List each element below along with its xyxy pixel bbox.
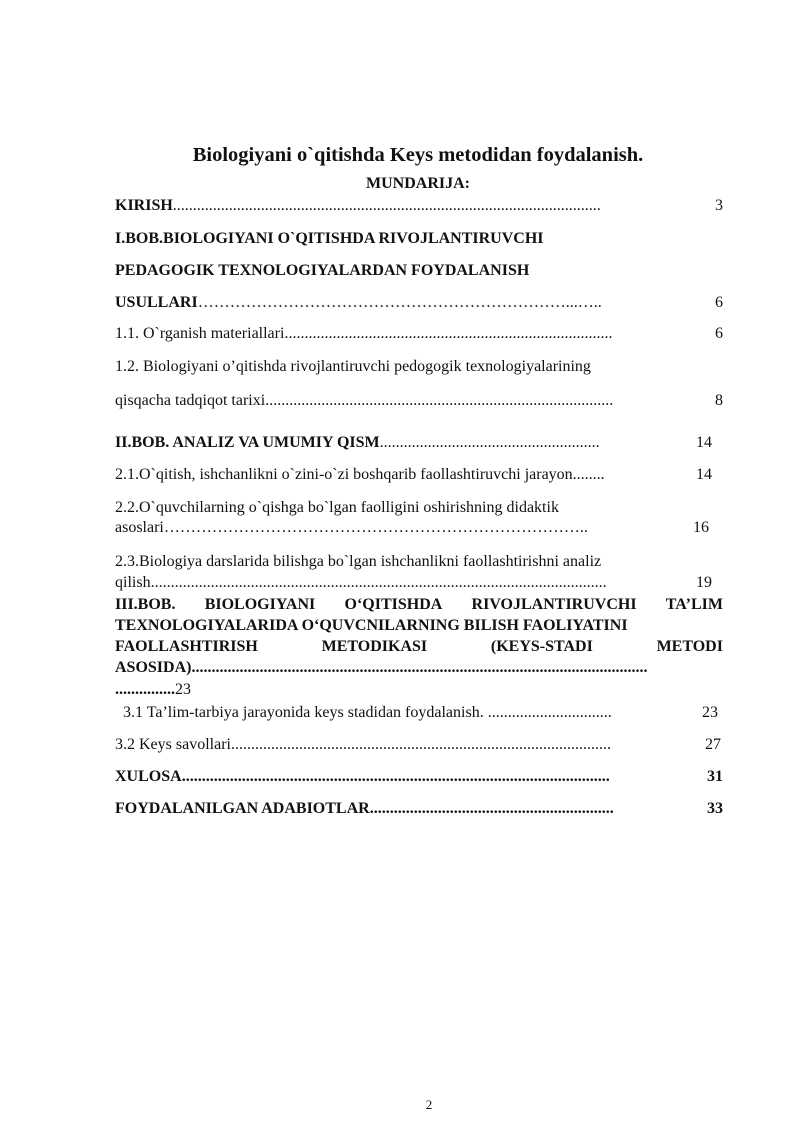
- toc-entry-2-3-line1[interactable]: 2.3.Biologiya darslarida bilishga bo`lgan ishchanlikni faollashtirishni analiz: [115, 553, 602, 570]
- toc-word: BIOLOGIYANI: [204, 596, 316, 613]
- toc-page-number: 6: [715, 325, 723, 342]
- toc-page-number: 3: [715, 197, 723, 214]
- toc-leader: .............................................................: [369, 800, 614, 817]
- toc-chapter-1-line1[interactable]: I.BOB.BIOLOGIYANI O`QITISHDA RIVOJLANTIRUVCHI: [115, 230, 544, 247]
- toc-page-number: 16: [693, 519, 709, 536]
- toc-entry-label: qilish: [115, 574, 151, 591]
- toc-leader: .......................................................: [379, 434, 600, 451]
- toc-word: TA’LIM: [665, 596, 723, 613]
- toc-word: METODIKASI: [321, 638, 428, 655]
- toc-entry-kirish[interactable]: [115, 197, 723, 215]
- toc-page-number: 23: [175, 681, 191, 698]
- toc-leader: ..................................................................................................................: [150, 574, 607, 591]
- toc-leader: ..................................................................................................................: [191, 659, 648, 676]
- toc-word: METODI: [656, 638, 723, 655]
- toc-entry-chapter-3[interactable]: [115, 681, 723, 699]
- toc-leader: ...............................................................................................: [230, 736, 611, 753]
- toc-leader: .......................................................................................: [265, 392, 614, 409]
- toc-word: (KEYS-STADI: [490, 638, 593, 655]
- toc-entry-3-2[interactable]: [115, 736, 721, 754]
- toc-chapter-3-line4[interactable]: [115, 659, 723, 677]
- toc-entry-label: qisqacha tadqiqot tarixi: [115, 392, 266, 409]
- toc-entry-1-1[interactable]: [115, 325, 723, 343]
- contents-heading: MUNDARIJA:: [366, 175, 470, 192]
- toc-leader: ........: [572, 466, 605, 483]
- toc-entry-label: 2.1.O`qitish, ishchanlikni o`zini-o`zi boshqarib faollashtiruvchi jarayon: [115, 466, 573, 483]
- toc-leader: ..................................................................................: [284, 325, 613, 342]
- toc-word: FAOLLASHTIRISH: [115, 638, 258, 655]
- toc-word: RIVOJLANTIRUVCHI: [471, 596, 637, 613]
- toc-page-number: 14: [696, 434, 712, 451]
- toc-entry-chapter-1[interactable]: [115, 294, 723, 312]
- toc-leader: ...........................................................................................................: [181, 768, 610, 785]
- toc-page-number: 6: [715, 294, 723, 311]
- toc-entry-2-2-line1[interactable]: 2.2.O`quvchilarning o`qishga bo`lgan faolligini oshirishning didaktik: [115, 499, 559, 516]
- toc-chapter-3-line3[interactable]: [115, 638, 723, 656]
- toc-entry-label: asoslari: [115, 519, 164, 536]
- toc-entry-chapter-2[interactable]: [115, 434, 712, 452]
- toc-entry-2-3[interactable]: [115, 574, 712, 592]
- toc-entry-label: 3.1 Ta’lim-tarbiya jarayonida keys stadidan foydalanish.: [115, 704, 488, 721]
- toc-word: III.BOB.: [115, 596, 176, 613]
- toc-entry-2-1[interactable]: [115, 466, 712, 484]
- toc-chapter-3-line1[interactable]: [115, 596, 723, 614]
- toc-page-number: 31: [707, 768, 723, 785]
- toc-entry-3-1[interactable]: [115, 704, 718, 722]
- toc-page-number: 8: [715, 392, 723, 409]
- toc-entry-label: XULOSA: [115, 768, 182, 785]
- toc-entry-label: 3.2 Keys savollari: [115, 736, 231, 753]
- toc-entry-label: FOYDALANILGAN ADABIOTLAR: [115, 800, 370, 817]
- toc-entry-label: USULLARI: [115, 294, 198, 311]
- toc-leader: ...............................: [487, 704, 612, 721]
- toc-chapter-3-line2[interactable]: TEXNOLOGIYALARIDA O‘QUVCNILARNING BILISH FAOLIYATINI: [115, 617, 628, 634]
- toc-entry-2-2[interactable]: [115, 519, 709, 537]
- toc-entry-xulosa[interactable]: [115, 768, 723, 786]
- toc-page-number: 23: [702, 704, 718, 721]
- toc-entry-label: 1.1. O`rganish materiallari: [115, 325, 285, 342]
- toc-page-number: 19: [696, 574, 712, 591]
- toc-entry-1-2[interactable]: [115, 392, 723, 410]
- toc-page-number: 33: [707, 800, 723, 817]
- toc-word: O‘QITISHDA: [344, 596, 443, 613]
- toc-entry-label: KIRISH: [115, 197, 173, 214]
- toc-chapter-1-line2[interactable]: PEDAGOGIK TEXNOLOGIYALARDAN FOYDALANISH: [115, 262, 530, 279]
- toc-entry-label: II.BOB. ANALIZ VA UMUMIY QISM: [115, 434, 380, 451]
- toc-entry-label: ASOSIDA): [115, 659, 192, 676]
- toc-entry-1-2-line1[interactable]: 1.2. Biologiyani o’qitishda rivojlantiruvchi pedogogik texnologiyalarining: [115, 358, 591, 375]
- page-number: 2: [425, 1097, 433, 1112]
- toc-leader: ...............: [115, 681, 175, 698]
- toc-leader: ……………………………………………………………...…..: [197, 294, 602, 311]
- toc-page-number: 27: [705, 736, 721, 753]
- toc-leader: ...........................................................................................................: [172, 197, 601, 214]
- toc-leader: ……………………………………………………………………..: [163, 519, 588, 536]
- toc-entry-bibliography[interactable]: [115, 800, 723, 818]
- document-title: Biologiyani o`qitishda Keys metodidan foydalanish.: [192, 144, 644, 166]
- toc-page-number: 14: [696, 466, 712, 483]
